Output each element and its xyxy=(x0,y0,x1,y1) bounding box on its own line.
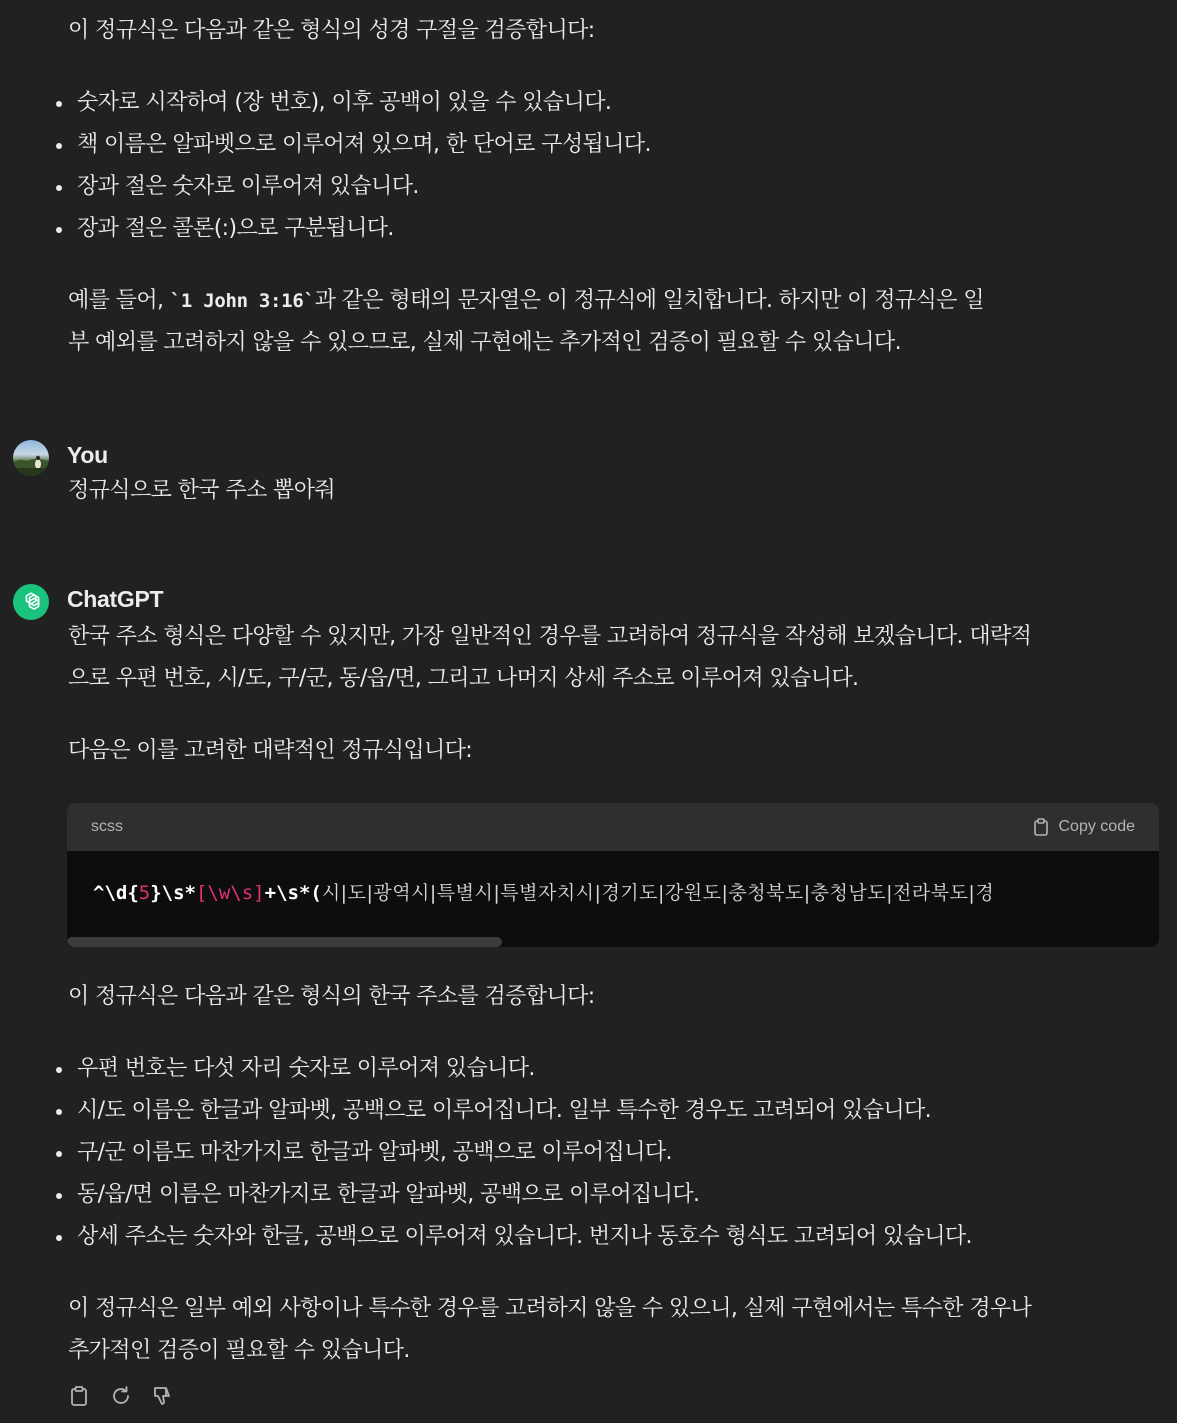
user-message-text: 정규식으로 한국 주소 뽑아줘 xyxy=(68,478,336,503)
openai-logo-icon xyxy=(19,590,43,614)
example-suffix: 과 같은 형태의 문자열은 이 정규식에 일치합니다. 하지만 이 정규식은 일 xyxy=(314,288,984,313)
code-token: }\s* xyxy=(150,882,196,904)
code-token: 5 xyxy=(138,882,151,904)
list-item: 장과 절은 콜론(:)으로 구분됩니다. xyxy=(50,208,651,250)
prev-answer-example-line1 xyxy=(68,280,984,322)
prev-answer-example-line2: 부 예외를 고려하지 않을 수 있으므로, 실제 구현에는 추가적인 검증이 필요할 수 있습니다. xyxy=(68,330,901,355)
horizontal-scrollbar[interactable] xyxy=(67,936,1159,947)
list-item: 숫자로 시작하여 (장 번호), 이후 공백이 있을 수 있습니다. xyxy=(50,82,651,124)
regenerate-icon[interactable] xyxy=(109,1384,133,1408)
prev-answer-intro: 이 정규식은 다음과 같은 형식의 성경 구절을 검증합니다: xyxy=(68,18,595,43)
user-avatar xyxy=(13,440,49,476)
code-token: [\w\s] xyxy=(195,882,265,904)
list-item: 구/군 이름도 마찬가지로 한글과 알파벳, 공백으로 이루어집니다. xyxy=(50,1132,972,1174)
code-line xyxy=(93,881,994,905)
code-header xyxy=(67,803,1159,851)
assistant-intro-line2: 으로 우편 번호, 시/도, 구/군, 동/읍/면, 그리고 나머지 상세 주소로 이루어져 있습니다. xyxy=(68,666,859,691)
inline-code: `1 John 3:16` xyxy=(169,290,315,312)
list-item: 시/도 이름은 한글과 알파벳, 공백으로 이루어집니다. 일부 특수한 경우도 고려되어 있습니다. xyxy=(50,1090,972,1132)
assistant-intro-line1: 한국 주소 형식은 다양할 수 있지만, 가장 일반적인 경우를 고려하여 정규식을 작성해 보겠습니다. 대략적 xyxy=(68,624,1032,649)
list-item: 상세 주소는 숫자와 한글, 공백으로 이루어져 있습니다. 번지나 동호수 형식도 고려되어 있습니다. xyxy=(50,1216,972,1258)
prev-answer-bullet-list xyxy=(50,82,651,250)
clipboard-icon xyxy=(1031,817,1051,837)
thumbs-down-icon[interactable] xyxy=(151,1384,175,1408)
user-author-name: You xyxy=(67,442,108,468)
copy-code-label: Copy code xyxy=(1058,818,1135,835)
code-token: ^\d{ xyxy=(93,882,139,904)
assistant-closing-line2: 추가적인 검증이 필요할 수 있습니다. xyxy=(68,1338,410,1363)
example-prefix: 예를 들어, xyxy=(68,288,170,313)
code-body[interactable] xyxy=(67,851,1159,947)
list-item: 장과 절은 숫자로 이루어져 있습니다. xyxy=(50,166,651,208)
user-photo-icon xyxy=(13,440,49,476)
assistant-lead: 다음은 이를 고려한 대략적인 정규식입니다: xyxy=(68,738,473,763)
code-language-label: scss xyxy=(91,818,123,835)
scrollbar-thumb[interactable] xyxy=(67,937,502,947)
list-item: 우편 번호는 다섯 자리 숫자로 이루어져 있습니다. xyxy=(50,1048,972,1090)
copy-code-button[interactable] xyxy=(1031,817,1136,837)
assistant-author-name: ChatGPT xyxy=(67,586,164,612)
code-block xyxy=(67,803,1159,947)
assistant-closing-line1: 이 정규식은 일부 예외 사항이나 특수한 경우를 고려하지 않을 수 있으니, 실제 구현에서는 특수한 경우나 xyxy=(68,1296,1032,1321)
assistant-after-code: 이 정규식은 다음과 같은 형식의 한국 주소를 검증합니다: xyxy=(68,984,595,1009)
code-token: +\s*( xyxy=(264,882,322,904)
list-item: 동/읍/면 이름은 마찬가지로 한글과 알파벳, 공백으로 이루어집니다. xyxy=(50,1174,972,1216)
chatgpt-avatar xyxy=(13,584,49,620)
clipboard-icon[interactable] xyxy=(67,1384,91,1408)
message-actions xyxy=(67,1384,175,1408)
code-token: 시|도|광역시|특별시|특별자치시|경기도|강원도|충청북도|충청남도|전라북도|경 xyxy=(321,882,995,904)
assistant-bullet-list xyxy=(50,1048,972,1258)
list-item: 책 이름은 알파벳으로 이루어져 있으며, 한 단어로 구성됩니다. xyxy=(50,124,651,166)
